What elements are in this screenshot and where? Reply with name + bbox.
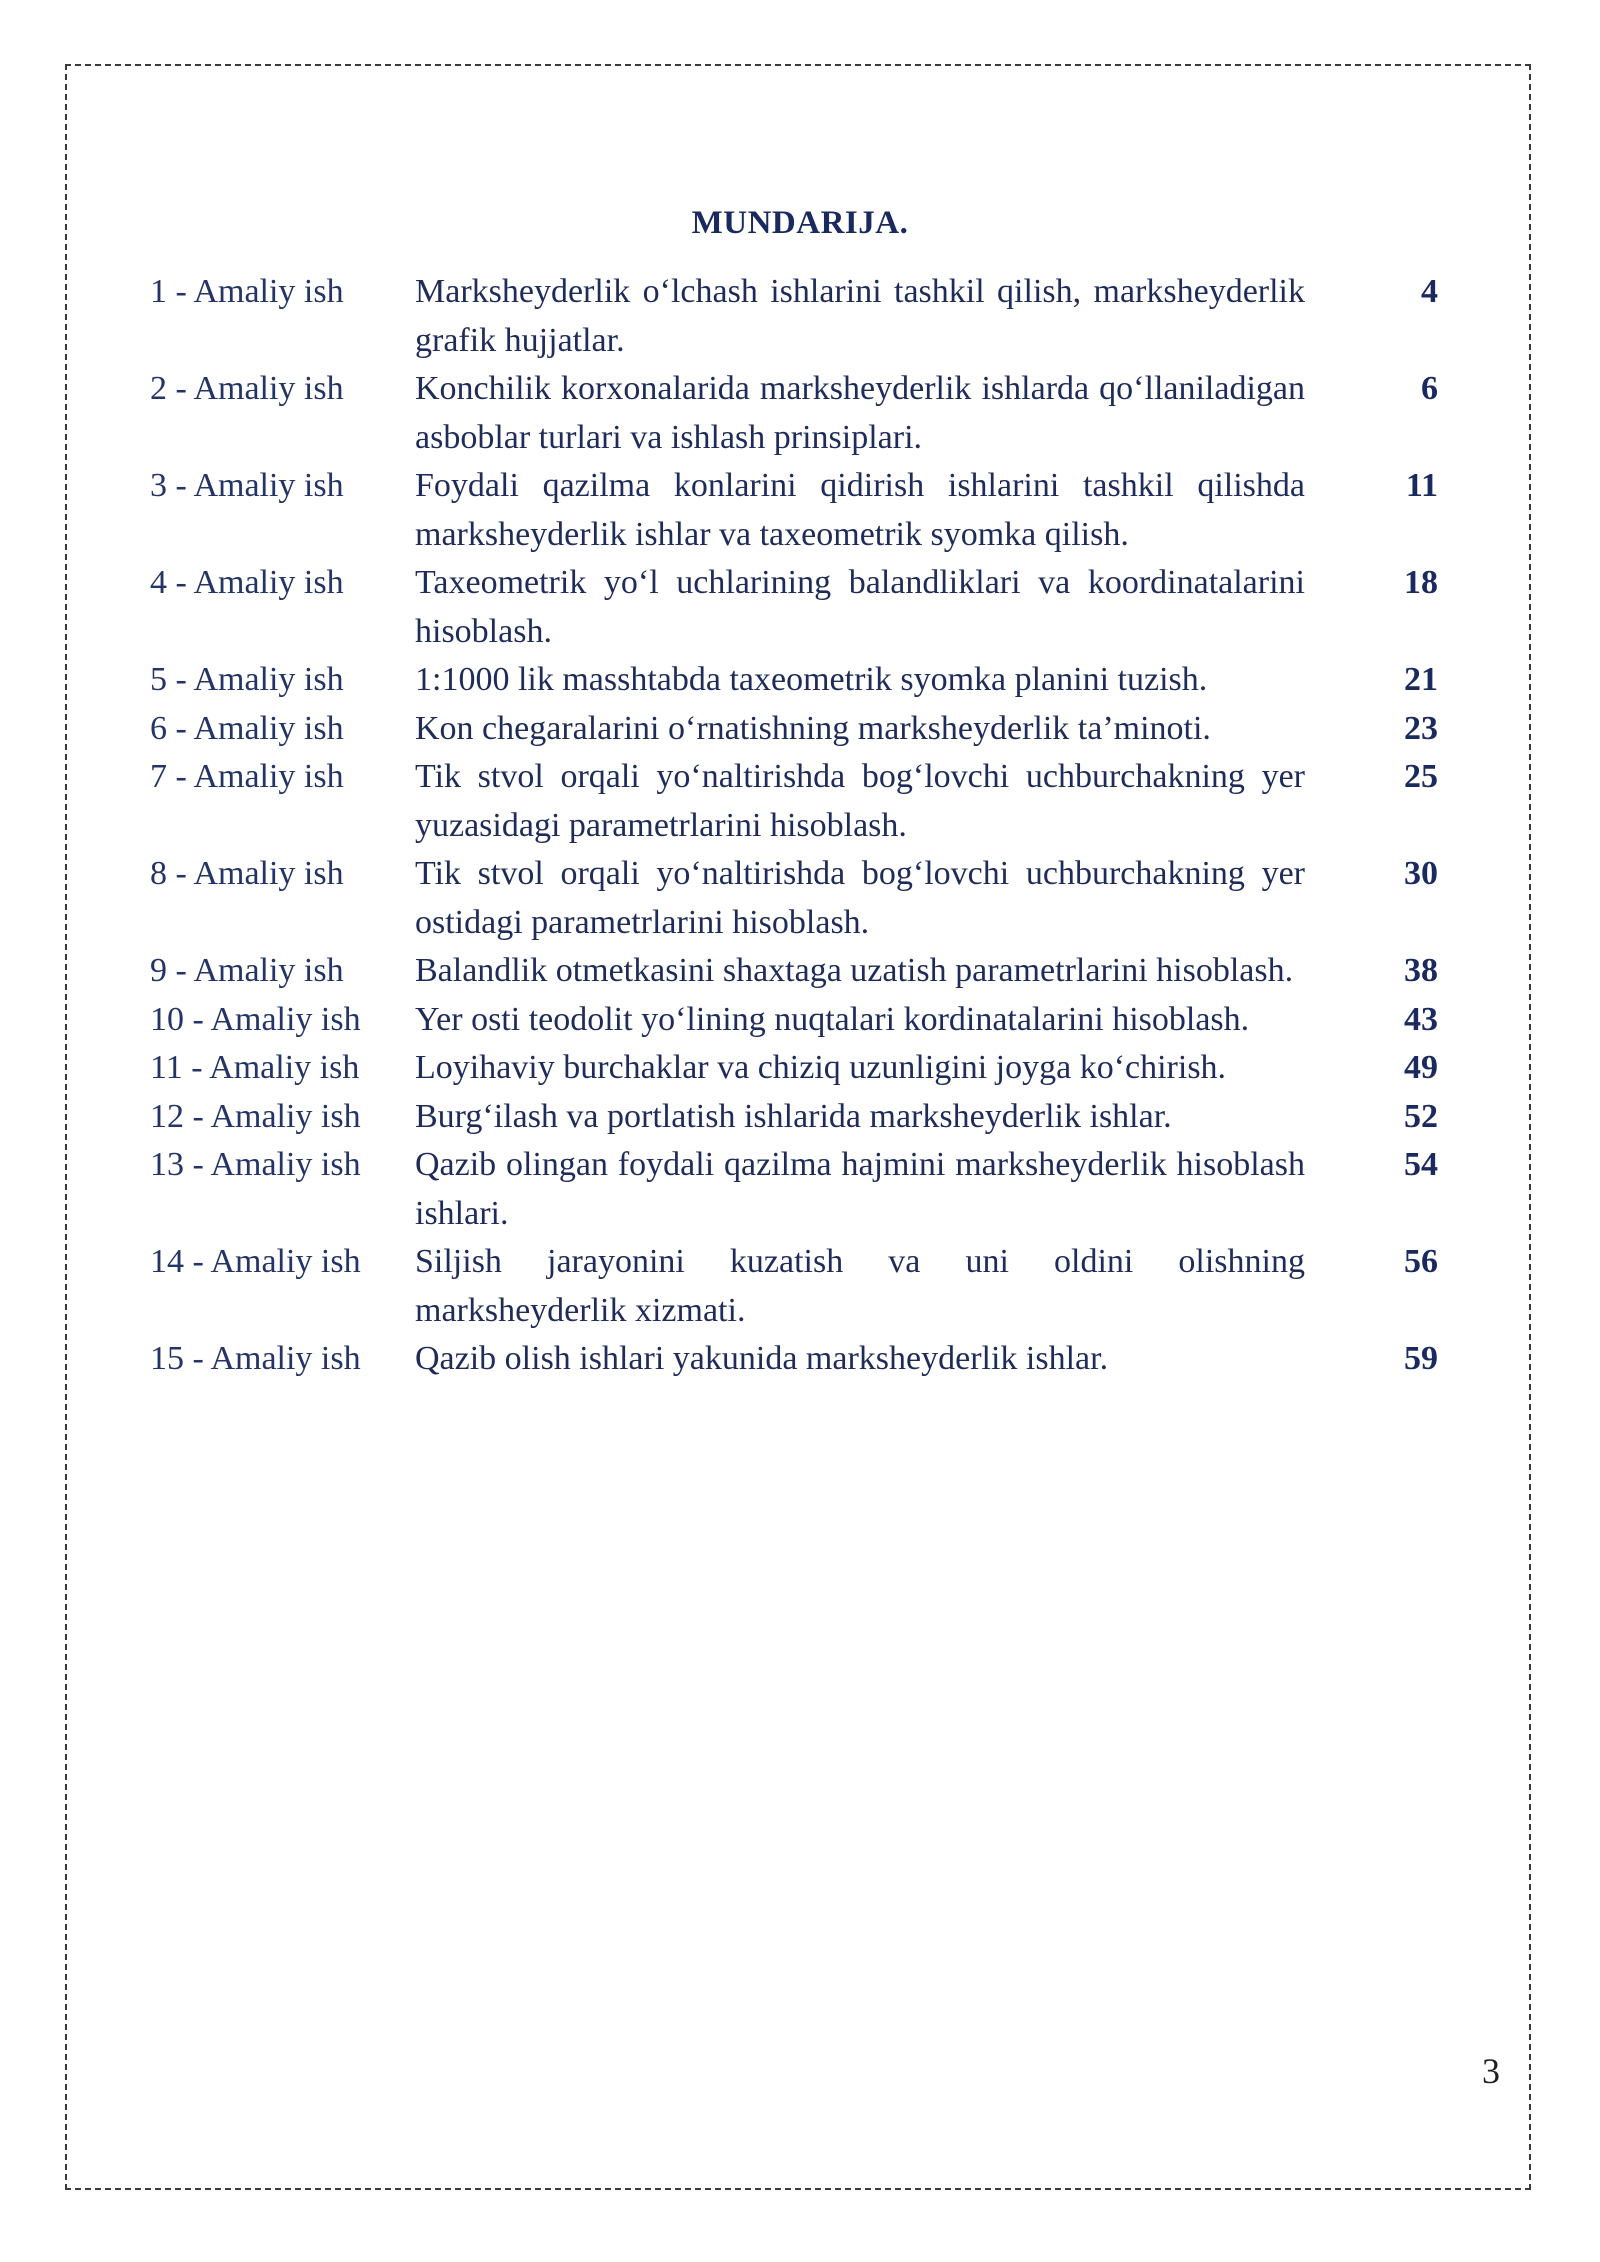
- toc-entry-label: 14 - Amaliy ish: [150, 1243, 361, 1280]
- toc-entry-text: Qazib olish ishlari yakunida marksheyderlik ishlar.: [415, 1340, 1109, 1377]
- toc-entry[interactable]: [150, 1335, 1450, 1384]
- toc-entry-page: 4: [1421, 273, 1438, 310]
- toc-entry-page: 6: [1421, 370, 1438, 407]
- toc-entry-label: 11 - Amaliy ish: [150, 1049, 360, 1086]
- toc-entry-text: Kon chegaralarini o‘rnatishning marksheyderlik ta’minoti.: [415, 709, 1211, 747]
- toc-entry-text: Yer osti teodolit yo‘lining nuqtalari kordinatalarini hisoblash.: [415, 1000, 1250, 1038]
- toc-entry-page: 30: [1404, 855, 1438, 892]
- toc-entry-label: 8 - Amaliy ish: [150, 855, 344, 892]
- toc-entry-page: 49: [1404, 1049, 1438, 1086]
- toc-entry-page: 21: [1404, 661, 1438, 698]
- toc-entry[interactable]: [150, 559, 1450, 656]
- toc-entry[interactable]: [150, 753, 1450, 850]
- toc-entry-text: Qazib olingan foydali qazilma hajmini marksheyderlik hisoblash ishlari.: [415, 1146, 1305, 1232]
- toc-entry[interactable]: [150, 947, 1450, 996]
- toc-entry[interactable]: [150, 1238, 1450, 1335]
- toc-entry-page: 23: [1404, 709, 1438, 747]
- toc-entry-page: 25: [1404, 758, 1438, 795]
- toc-entry-page: 54: [1404, 1146, 1438, 1183]
- toc-entry-page: 59: [1404, 1340, 1438, 1377]
- toc-entry-page: 11: [1405, 467, 1438, 504]
- document-title: MUNDARIJA.: [691, 205, 909, 241]
- toc-entry-text: Tik stvol orqali yo‘naltirishda bog‘lovchi uchburchakning yer ostidagi parametrlarini hisoblash.: [415, 855, 1305, 941]
- toc-entry[interactable]: [150, 705, 1450, 754]
- toc-entry-text: Balandlik otmetkasini shaxtaga uzatish parametrlarini hisoblash.: [415, 952, 1294, 989]
- toc-entry[interactable]: [150, 462, 1450, 559]
- toc-entry[interactable]: [150, 1141, 1450, 1238]
- toc-entry-label: 10 - Amaliy ish: [150, 1000, 361, 1038]
- toc-entry[interactable]: [150, 850, 1450, 947]
- page-number: 3: [1482, 2051, 1500, 2091]
- toc-entry-label: 2 - Amaliy ish: [150, 370, 344, 407]
- toc-entry[interactable]: [150, 1044, 1450, 1093]
- toc-entry-text: Loyihaviy burchaklar va chiziq uzunligini joyga ko‘chirish.: [415, 1049, 1227, 1086]
- toc-entry-text: Konchilik korxonalarida marksheyderlik ishlarda qo‘llaniladigan asboblar turlari va ishlash prinsiplari.: [415, 370, 1305, 456]
- toc-entry-label: 6 - Amaliy ish: [150, 709, 344, 747]
- toc-entry-text: Foydali qazilma konlarini qidirish ishlarini tashkil qilishda marksheyderlik ishlar va taxeometrik syomka qilish.: [415, 467, 1305, 553]
- toc-entry-page: 18: [1404, 564, 1438, 601]
- toc-entry-page: 43: [1404, 1000, 1438, 1038]
- toc-entry-label: 13 - Amaliy ish: [150, 1146, 361, 1183]
- toc-entry-label: 7 - Amaliy ish: [150, 758, 344, 795]
- toc-entry-text: Tik stvol orqali yo‘naltirishda bog‘lovchi uchburchakning yer yuzasidagi parametrlarini hisoblash.: [415, 758, 1305, 844]
- toc-entry-label: 1 - Amaliy ish: [150, 273, 344, 310]
- toc-entry-label: 9 - Amaliy ish: [150, 952, 344, 989]
- toc-entry[interactable]: [150, 656, 1450, 705]
- toc-entry-text: 1:1000 lik masshtabda taxeometrik syomka planini tuzish.: [415, 661, 1208, 698]
- toc-entry-label: 15 - Amaliy ish: [150, 1340, 361, 1377]
- toc-entry[interactable]: [150, 996, 1450, 1045]
- toc-entry-page: 38: [1404, 952, 1438, 989]
- toc-entry[interactable]: [150, 268, 1450, 365]
- toc-entry-text: Siljish jarayonini kuzatish va uni oldini olishning marksheyderlik xizmati.: [415, 1243, 1305, 1329]
- toc-entry-page: 56: [1404, 1243, 1438, 1280]
- toc-entry-label: 3 - Amaliy ish: [150, 467, 344, 504]
- toc-entry-page: 52: [1404, 1097, 1438, 1135]
- toc-entry-label: 12 - Amaliy ish: [150, 1097, 361, 1135]
- toc-entry-label: 5 - Amaliy ish: [150, 661, 344, 698]
- toc-entry[interactable]: [150, 365, 1450, 462]
- toc-entry[interactable]: [150, 1093, 1450, 1142]
- toc-entry-text: Burg‘ilash va portlatish ishlarida marksheyderlik ishlar.: [415, 1097, 1172, 1135]
- toc-entry-text: Taxeometrik yo‘l uchlarining balandliklari va koordinatalarini hisoblash.: [415, 564, 1305, 650]
- table-of-contents: [150, 268, 1450, 1384]
- toc-entry-label: 4 - Amaliy ish: [150, 564, 344, 601]
- toc-entry-text: Marksheyderlik o‘lchash ishlarini tashkil qilish, marksheyderlik grafik hujjatlar.: [415, 273, 1305, 359]
